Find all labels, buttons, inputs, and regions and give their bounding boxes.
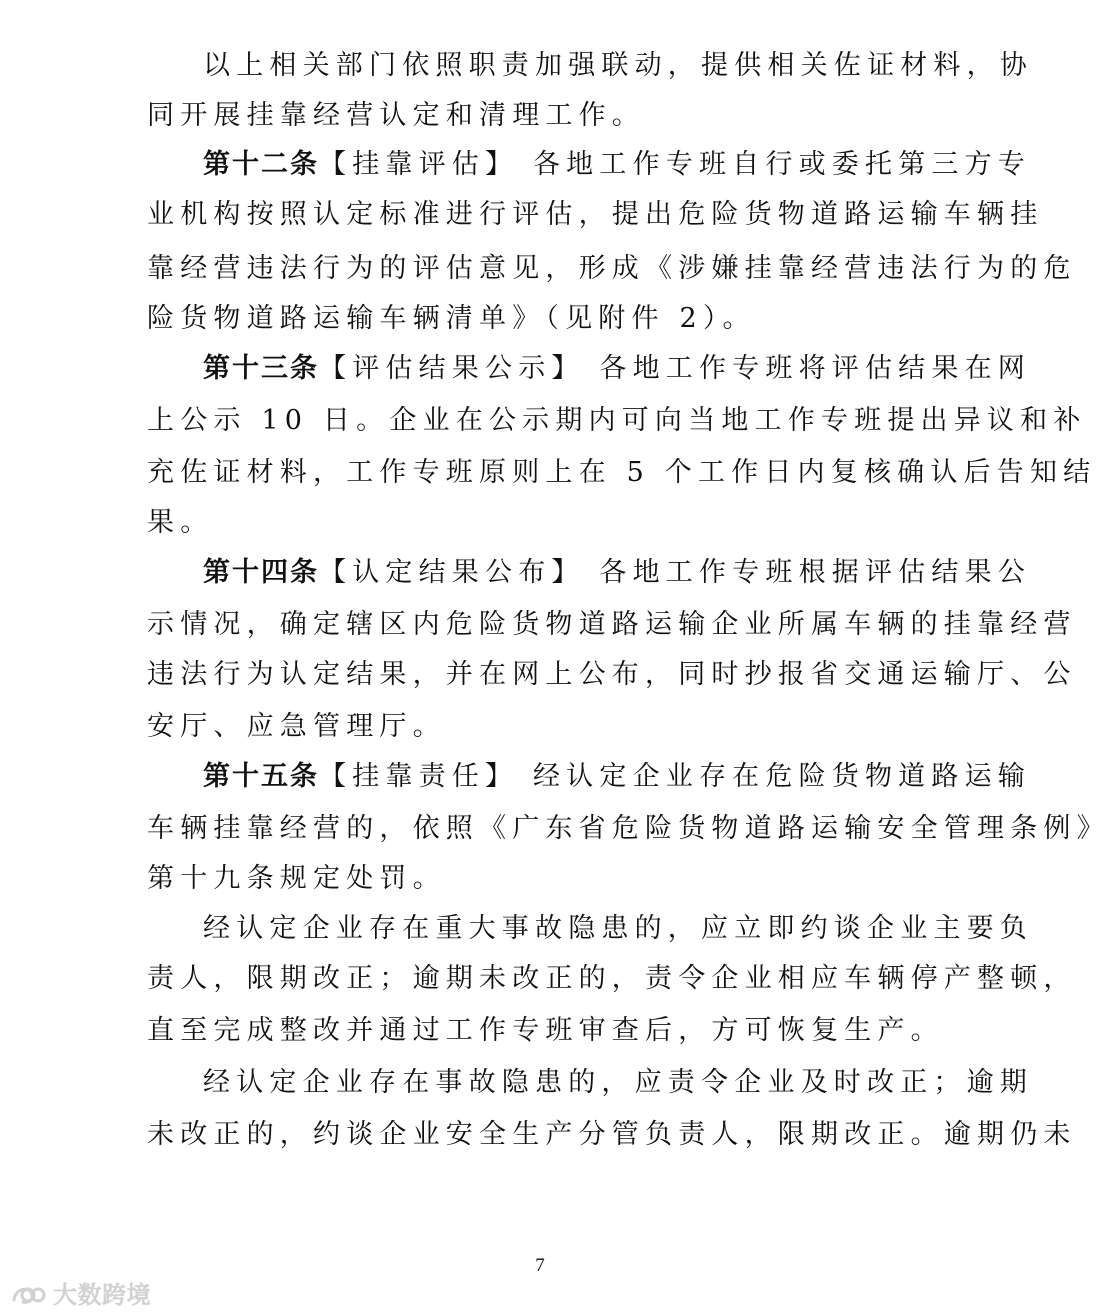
article-thirteen-heading-line: [203, 352, 1031, 386]
paragraph-line: [147, 962, 1077, 996]
article-number: 第十三条: [203, 353, 319, 384]
paragraph-line: [147, 862, 947, 896]
line-text: 靠经营违法行为的评估意见，形成《涉嫌挂靠经营违法行为的危: [147, 253, 1077, 284]
line-text: 上公示 10 日。企业在公示期内可向当地工作专班提出异议和补: [147, 405, 1087, 436]
line-text: 同开展挂靠经营认定和清理工作。: [147, 100, 645, 131]
line-text: 直至完成整改并通过工作专班审查后，方可恢复生产。: [147, 1015, 944, 1046]
line-text: 【挂靠责任】 经认定企业存在危险货物道路运输: [319, 761, 1031, 792]
line-text: 【认定结果公布】 各地工作专班根据评估结果公: [319, 557, 1031, 588]
paragraph-line: [147, 252, 1077, 286]
paragraph-line: [147, 812, 1110, 846]
paragraph-line: [203, 1066, 1033, 1100]
paragraph-line: [203, 912, 1033, 946]
double-circle-logo-icon: [8, 1282, 46, 1308]
line-text: 经认定企业存在重大事故隐患的，应立即约谈企业主要负: [203, 913, 1033, 944]
paragraph-line: [147, 198, 1044, 232]
line-text: 安厅、应急管理厅。: [147, 711, 446, 742]
line-text: 充佐证材料，工作专班原则上在 5 个工作日内复核确认后告知结: [147, 457, 1097, 488]
line-text: 责人，限期改正；逾期未改正的，责令企业相应车辆停产整顿，: [147, 963, 1077, 994]
line-text: 【评估结果公示】 各地工作专班将评估结果在网: [319, 353, 1031, 384]
page-number: 7: [535, 1255, 545, 1276]
paragraph-line: [147, 1118, 1077, 1152]
paragraph-line: [147, 506, 947, 540]
line-text: 险货物道路运输车辆清单》（见附件 2）。: [147, 303, 756, 334]
paragraph-line: [147, 99, 947, 133]
paragraph-line: [147, 710, 947, 744]
line-text: 未改正的，约谈企业安全生产分管负责人，限期改正。逾期仍未: [147, 1119, 1077, 1150]
paragraph-line: [147, 404, 1087, 438]
line-text: 果。: [147, 507, 214, 538]
paragraph-line: [203, 49, 1033, 83]
line-text: 业机构按照认定标准进行评估，提出危险货物道路运输车辆挂: [147, 199, 1044, 230]
paragraph-line: [147, 302, 947, 336]
paragraph-line: [147, 456, 1097, 490]
article-twelve-heading-line: [203, 148, 1031, 182]
line-text: 以上相关部门依照职责加强联动，提供相关佐证材料，协: [203, 50, 1033, 81]
paragraph-line: [147, 658, 1077, 692]
watermark-text: 大数跨境: [53, 1281, 151, 1309]
article-number: 第十五条: [203, 761, 319, 792]
article-fifteen-heading-line: [203, 760, 1031, 794]
line-text: 【挂靠评估】 各地工作专班自行或委托第三方专: [319, 149, 1031, 180]
source-watermark: [8, 1281, 151, 1309]
paragraph-line: [147, 1014, 947, 1048]
paragraph-line: [147, 608, 1077, 642]
line-text: 第十九条规定处罚。: [147, 863, 446, 894]
line-text: 示情况，确定辖区内危险货物道路运输企业所属车辆的挂靠经营: [147, 609, 1077, 640]
article-number: 第十二条: [203, 149, 319, 180]
line-text: 车辆挂靠经营的，依照《广东省危险货物道路运输安全管理条例》: [147, 813, 1110, 844]
line-text: 违法行为认定结果，并在网上公布，同时抄报省交通运输厅、公: [147, 659, 1077, 690]
article-number: 第十四条: [203, 557, 319, 588]
article-fourteen-heading-line: [203, 556, 1031, 590]
line-text: 经认定企业存在事故隐患的，应责令企业及时改正；逾期: [203, 1067, 1033, 1098]
